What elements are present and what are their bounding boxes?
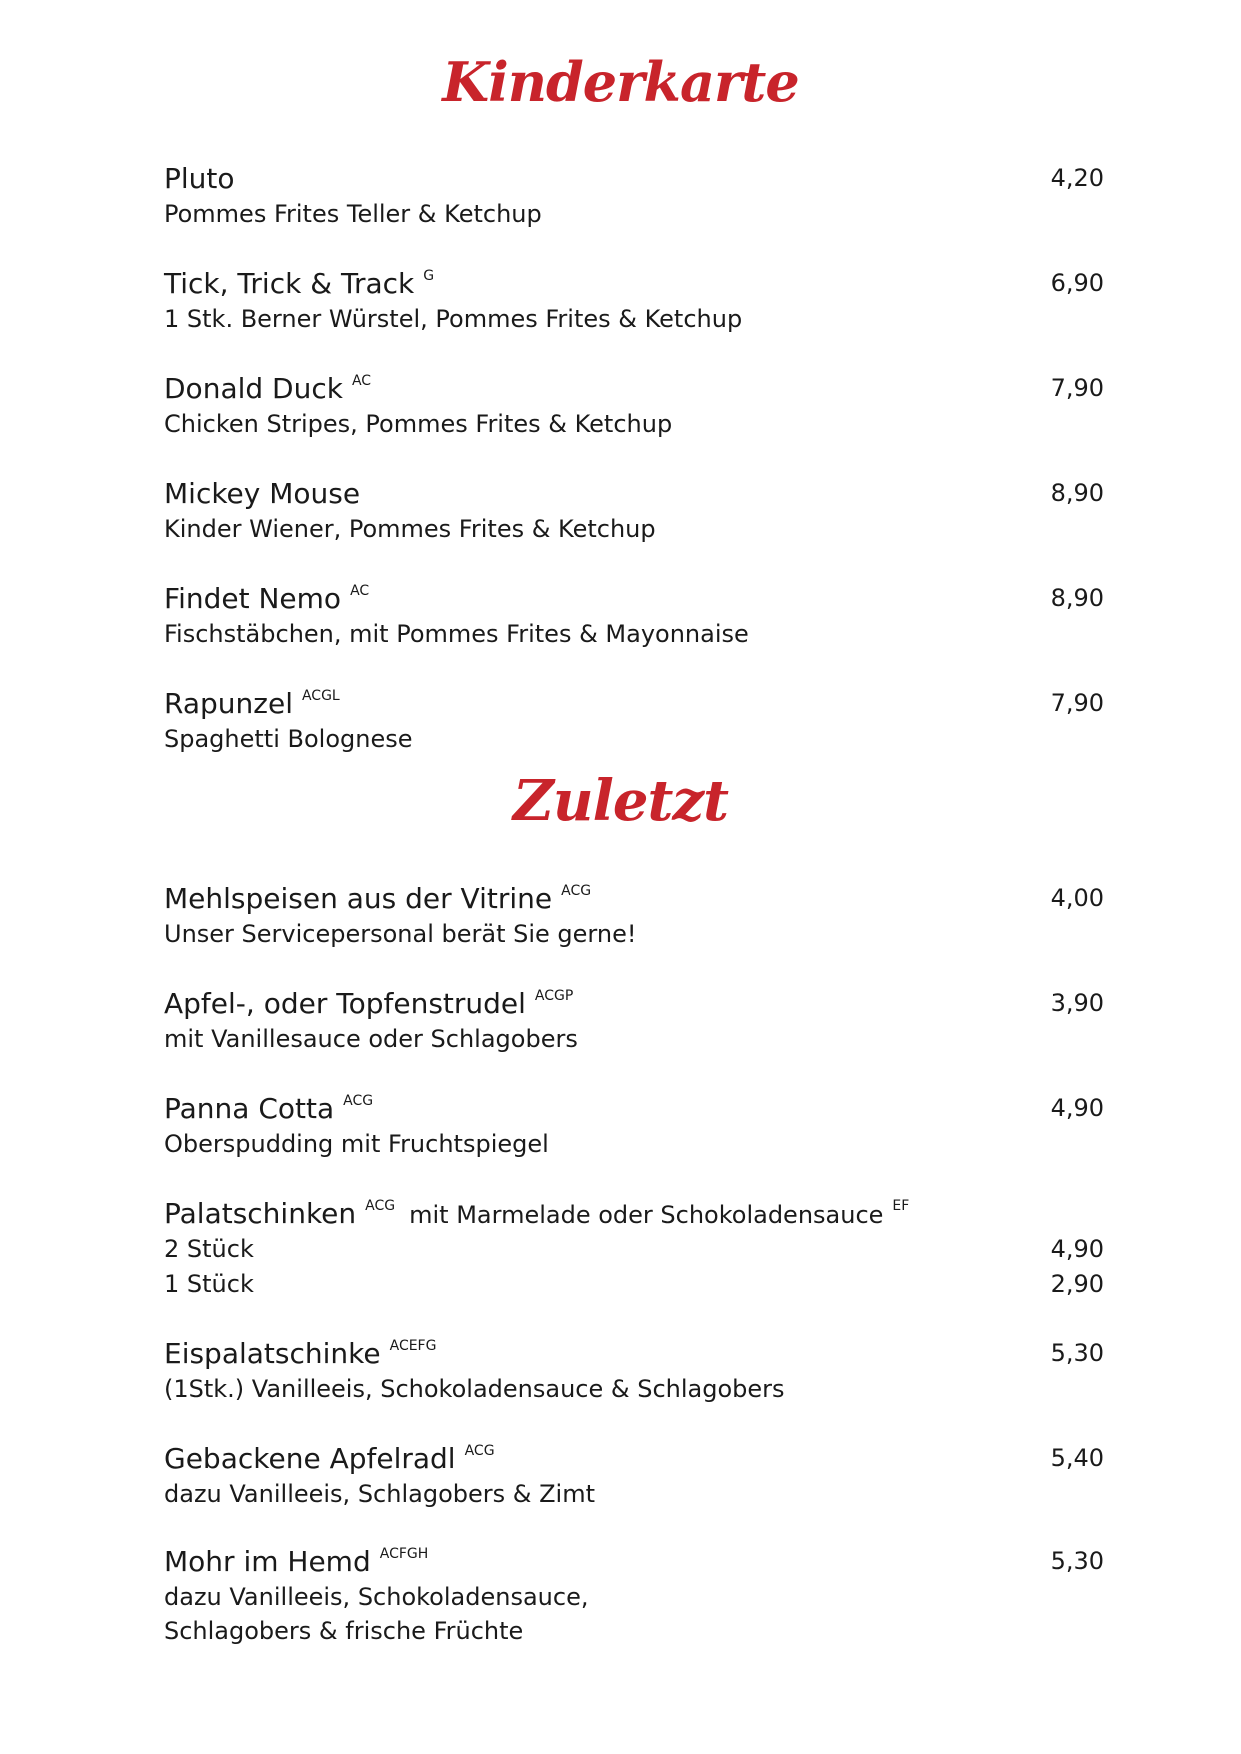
allergen-codes: ACG	[365, 1198, 396, 1214]
allergen-codes: AC	[351, 373, 372, 389]
item-price: 8,90	[1050, 479, 1104, 507]
menu-item	[164, 475, 1104, 546]
item-name: Gebackene Apfelradl	[164, 1442, 456, 1475]
section-title-kinderkarte: Kinderkarte	[442, 50, 799, 114]
item-description: dazu Vanilleeis, Schokoladensauce,	[164, 1583, 589, 1611]
option-label: 1 Stück	[164, 1270, 254, 1298]
item-name: Pluto	[164, 162, 235, 195]
item-description: Oberspudding mit Fruchtspiegel	[164, 1130, 549, 1158]
item-price: 4,20	[1050, 164, 1104, 192]
item-name: Panna Cotta	[164, 1092, 335, 1125]
item-price: 7,90	[1050, 374, 1104, 402]
menu-item	[164, 1090, 1104, 1161]
menu-item	[164, 160, 1104, 231]
allergen-codes: ACGP	[534, 988, 574, 1004]
allergen-codes: G	[423, 268, 435, 284]
menu-item	[164, 1195, 1104, 1302]
item-description: Fischstäbchen, mit Pommes Frites & Mayonnaise	[164, 620, 749, 648]
item-description: Spaghetti Bolognese	[164, 725, 413, 753]
price-option	[164, 1267, 1104, 1302]
allergen-codes: ACG	[464, 1443, 495, 1459]
item-price: 8,90	[1050, 584, 1104, 612]
item-price: 6,90	[1050, 269, 1104, 297]
menu-item	[164, 985, 1104, 1056]
allergen-codes: ACFGH	[379, 1546, 429, 1562]
item-description: mit Vanillesauce oder Schlagobers	[164, 1025, 578, 1053]
item-name: Apfel-, oder Topfenstrudel	[164, 987, 526, 1020]
option-price: 4,90	[1050, 1235, 1104, 1263]
extra-allergen-codes: EF	[892, 1198, 910, 1214]
item-price: 5,40	[1050, 1444, 1104, 1472]
item-name: Eispalatschinke	[164, 1337, 381, 1370]
item-price: 7,90	[1050, 689, 1104, 717]
item-description: Pommes Frites Teller & Ketchup	[164, 200, 542, 228]
item-description: Kinder Wiener, Pommes Frites & Ketchup	[164, 515, 656, 543]
allergen-codes: ACGL	[301, 688, 340, 704]
item-price: 5,30	[1050, 1547, 1104, 1575]
allergen-codes: AC	[350, 583, 370, 599]
menu-item	[164, 580, 1104, 651]
item-description-line-2: Schlagobers & frische Früchte	[164, 1617, 524, 1645]
menu-item	[164, 1335, 1104, 1406]
item-description: Unser Servicepersonal berät Sie gerne!	[164, 920, 637, 948]
allergen-codes: ACG	[561, 883, 592, 899]
option-label: 2 Stück	[164, 1235, 254, 1263]
menu-item	[164, 1440, 1104, 1511]
item-name: Rapunzel	[164, 687, 293, 720]
item-name: Findet Nemo	[164, 582, 342, 615]
item-price: 4,00	[1050, 884, 1104, 912]
menu-item	[164, 265, 1104, 336]
allergen-codes: ACEFG	[389, 1338, 437, 1354]
item-name: Tick, Trick & Track	[164, 267, 415, 300]
section-title-zuletzt: Zuletzt	[512, 768, 729, 834]
price-option	[164, 1232, 1104, 1267]
item-name: Mohr im Hemd	[164, 1545, 371, 1578]
item-price: 3,90	[1050, 989, 1104, 1017]
item-description: Chicken Stripes, Pommes Frites & Ketchup	[164, 410, 673, 438]
option-price: 2,90	[1050, 1270, 1104, 1298]
item-description: dazu Vanilleeis, Schlagobers & Zimt	[164, 1480, 595, 1508]
item-price: 5,30	[1050, 1339, 1104, 1367]
item-description: (1Stk.) Vanilleeis, Schokoladensauce & Schlagobers	[164, 1375, 785, 1403]
item-name: Donald Duck	[164, 372, 343, 405]
item-price: 4,90	[1050, 1094, 1104, 1122]
item-name: Mickey Mouse	[164, 477, 361, 510]
item-description: 1 Stk. Berner Würstel, Pommes Frites & Ketchup	[164, 305, 743, 333]
allergen-codes: ACG	[343, 1093, 374, 1109]
menu-item	[164, 880, 1104, 951]
menu-item	[164, 685, 1104, 756]
menu-item	[164, 1543, 1104, 1648]
item-extra: mit Marmelade oder Schokoladensauce	[409, 1201, 884, 1229]
menu-item	[164, 370, 1104, 441]
item-name: Mehlspeisen aus der Vitrine	[164, 882, 553, 915]
item-name: Palatschinken	[164, 1197, 357, 1230]
